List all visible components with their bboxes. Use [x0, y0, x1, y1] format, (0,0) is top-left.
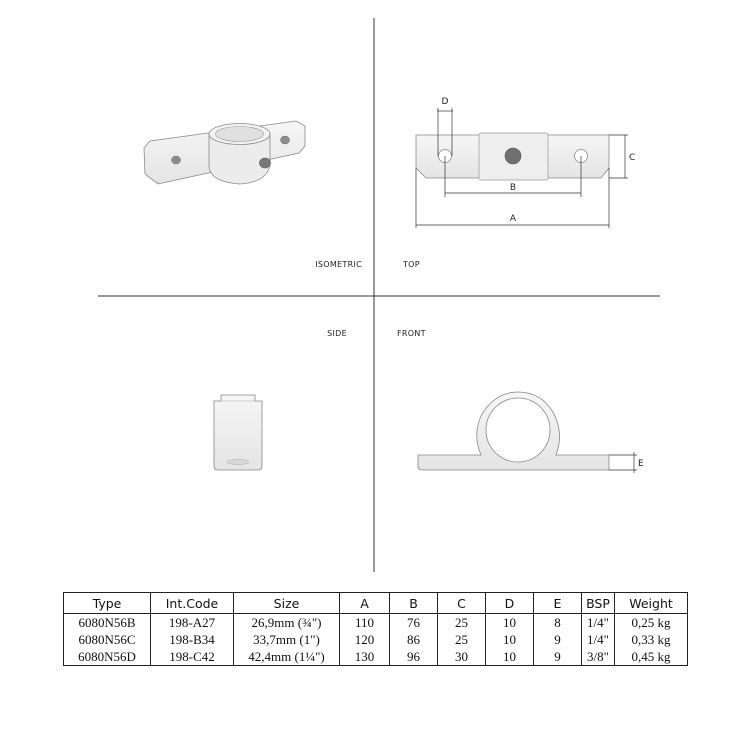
cell-weight: 0,33 kg	[615, 631, 688, 648]
side-view	[214, 395, 262, 470]
side-label: SIDE	[327, 329, 347, 338]
cell-type: 6080N56D	[64, 648, 151, 666]
dimension-c	[609, 135, 628, 178]
dimension-e-label: E	[638, 459, 644, 469]
specification-table	[63, 592, 688, 666]
isometric-label: ISOMETRIC	[315, 260, 362, 269]
header-weight: Weight	[615, 593, 688, 614]
cell-a: 110	[340, 614, 390, 632]
cell-b: 86	[390, 631, 438, 648]
cell-type: 6080N56C	[64, 631, 151, 648]
table-row	[64, 631, 688, 648]
dimension-e	[609, 452, 637, 473]
front-label: FRONT	[397, 329, 426, 338]
header-b: B	[390, 593, 438, 614]
cell-d: 10	[486, 648, 534, 666]
header-c: C	[438, 593, 486, 614]
front-view	[418, 392, 609, 470]
cell-e: 9	[534, 648, 582, 666]
table-row	[64, 614, 688, 632]
cell-c: 25	[438, 614, 486, 632]
top-label: TOP	[403, 260, 420, 269]
cell-weight: 0,25 kg	[615, 614, 688, 632]
cell-c: 30	[438, 648, 486, 666]
dimension-c-label: C	[629, 153, 636, 163]
cell-b: 96	[390, 648, 438, 666]
cell-int-code: 198-C42	[151, 648, 234, 666]
cell-type: 6080N56B	[64, 614, 151, 632]
cell-bsp: 3/8"	[582, 648, 615, 666]
dimension-b-label: B	[509, 183, 517, 193]
cell-int-code: 198-A27	[151, 614, 234, 632]
cell-a: 120	[340, 631, 390, 648]
header-type: Type	[64, 593, 151, 614]
cell-d: 10	[486, 631, 534, 648]
header-a: A	[340, 593, 390, 614]
dimension-d-label: D	[441, 97, 449, 107]
cell-size: 33,7mm (1")	[234, 631, 340, 648]
cell-size: 42,4mm (1¼")	[234, 648, 340, 666]
cell-b: 76	[390, 614, 438, 632]
dimension-a-label: A	[509, 214, 517, 224]
cell-a: 130	[340, 648, 390, 666]
cell-bsp: 1/4"	[582, 614, 615, 632]
header-d: D	[486, 593, 534, 614]
cell-size: 26,9mm (¾")	[234, 614, 340, 632]
cell-weight: 0,45 kg	[615, 648, 688, 666]
cell-bsp: 1/4"	[582, 631, 615, 648]
cell-e: 9	[534, 631, 582, 648]
header-bsp: BSP	[582, 593, 615, 614]
header-size: Size	[234, 593, 340, 614]
table-header-row	[64, 593, 688, 614]
header-e: E	[534, 593, 582, 614]
isometric-view	[144, 121, 305, 184]
header-int-code: Int.Code	[151, 593, 234, 614]
table-row	[64, 648, 688, 666]
cell-e: 8	[534, 614, 582, 632]
cell-c: 25	[438, 631, 486, 648]
cell-int-code: 198-B34	[151, 631, 234, 648]
cell-d: 10	[486, 614, 534, 632]
